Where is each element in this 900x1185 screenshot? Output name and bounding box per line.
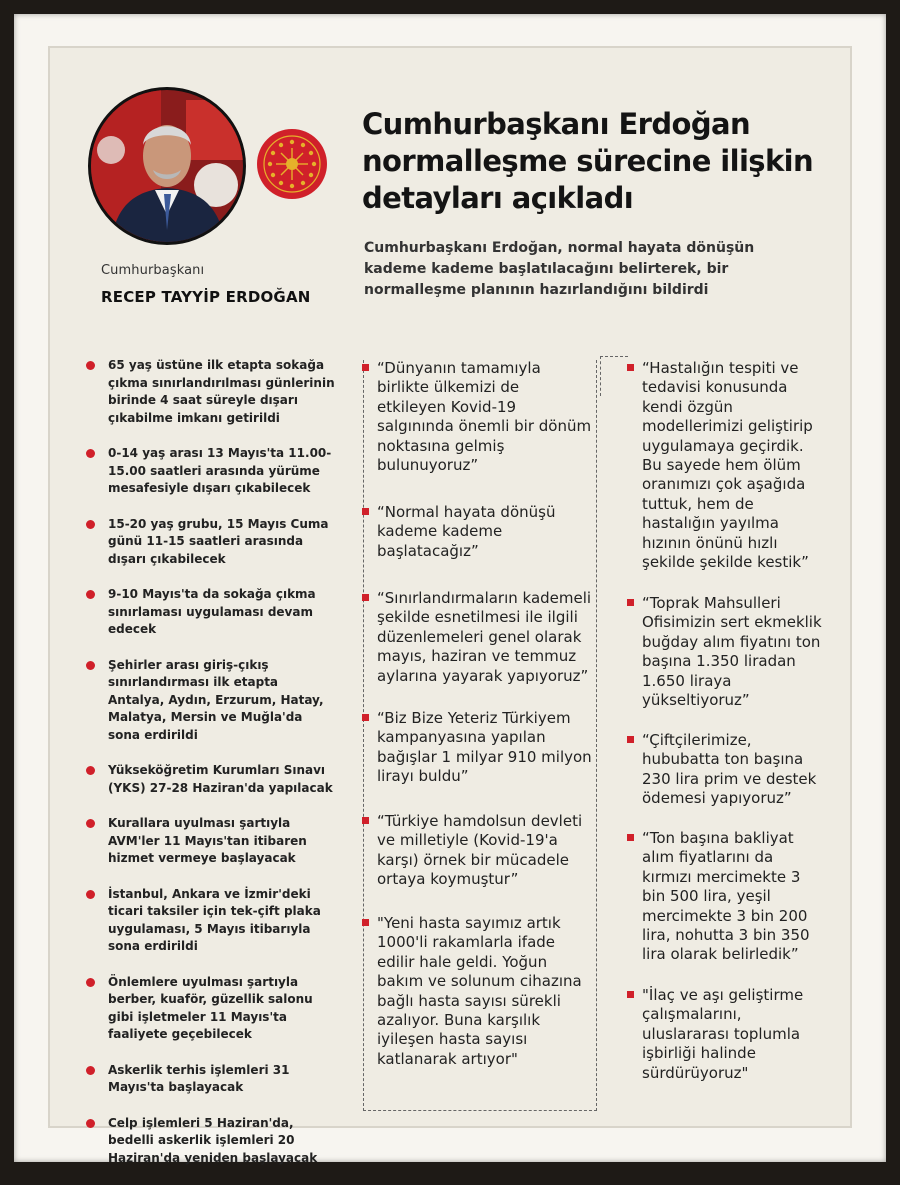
portrait-illustration [91, 90, 243, 242]
quote-marker-icon [627, 991, 634, 998]
bullet-icon [86, 890, 95, 899]
list-item: Celp işlemleri 5 Haziran'da, bedelli askerlik işlemleri 20 Haziran'da yeniden başlayacak [86, 1115, 336, 1168]
quote-item: “Çiftçilerimize, hububatta ton başına 230 lira prim ve destek ödemesi yapıyoruz” [642, 731, 822, 809]
list-item: Kurallara uyulması şartıyla AVM'ler 11 Mayıs'tan itibaren hizmet vermeye başlayacak [86, 815, 336, 868]
list-item: Önlemlere uyulması şartıyla berber, kuaför, güzellik salonu gibi işletmeler 11 Mayıs'ta faaliyete geçebilecek [86, 974, 336, 1044]
person-name: RECEP TAYYİP ERDOĞAN [101, 288, 311, 306]
quotes-column-3-connector [600, 356, 601, 396]
bullet-icon [86, 1119, 95, 1128]
quotes-column-3-border [600, 356, 628, 357]
subheadline: Cumhurbaşkanı Erdoğan, normal hayata dönüşün kademe kademe başlatılacağını belirterek, bir normalleşme planının hazırlandığını bildirdi [364, 240, 755, 298]
quote-marker-icon [627, 364, 634, 371]
presidential-seal-icon [256, 128, 328, 200]
quote-marker-icon [362, 508, 369, 515]
quote-marker-icon [362, 364, 369, 371]
quote-item: "İlaç ve aşı geliştirme çalışmalarını, uluslararası toplumla işbirliği halinde sürdürüyoruz" [642, 986, 822, 1083]
quote-item: “Biz Bize Yeteriz Türkiyem kampanyasına yapılan bağışlar 1 milyar 910 milyon lirayı buldu” [377, 709, 592, 787]
quote-marker-icon [627, 599, 634, 606]
list-item: 0-14 yaş arası 13 Mayıs'ta 11.00-15.00 saatleri arasında yürüme mesafesiyle dışarı çıkabilecek [86, 445, 336, 498]
list-item: 65 yaş üstüne ilk etapta sokağa çıkma sınırlandırılması günlerinin birinde 4 saat süreyle dışarı çıkabilme imkanı getirildi [86, 357, 336, 427]
bullet-icon [86, 590, 95, 599]
bullet-icon [86, 361, 95, 370]
bullet-icon [86, 819, 95, 828]
list-item: İstanbul, Ankara ve İzmir'deki ticari taksiler için tek-çift plaka uygulaması, 5 Mayıs itibarıyla sona erdirildi [86, 886, 336, 956]
quote-item: “Normal hayata dönüşü kademe kademe başlatacağız” [377, 503, 592, 561]
headline: Cumhurbaşkanı Erdoğan normalleşme sürecine ilişkin detayları açıkladı [362, 107, 814, 215]
bullet-icon [86, 1066, 95, 1075]
bullet-icon [86, 661, 95, 670]
person-role: Cumhurbaşkanı [101, 263, 205, 278]
list-item: Yükseköğretim Kurumları Sınavı (YKS) 27-28 Haziran'da yapılacak [86, 762, 336, 797]
quote-item: “Sınırlandırmaların kademeli şekilde esnetilmesi ile ilgili düzenlemeleri genel olarak mayıs, haziran ve temmuz aylarına yayarak yapıyoruz” [377, 589, 592, 686]
quote-item: “Dünyanın tamamıyla birlikte ülkemizi de etkileyen Kovid-19 salgınında önemli bir dönüm noktasına gelmiş bulunuyoruz” [377, 359, 592, 475]
bullet-icon [86, 449, 95, 458]
quote-marker-icon [362, 714, 369, 721]
quote-item: “Ton başına bakliyat alım fiyatlarını da kırmızı mercimekte 3 bin 500 lira, yeşil mercimekte 3 bin 200 lira, nohutta 3 bin 350 lira olarak belirledik” [642, 829, 822, 965]
quote-item: “Hastalığın tespiti ve tedavisi konusunda kendi özgün modellerimizi geliştirip uygulamaya geçirdik. Bu sayede hem ölüm oranımızı çok aşağıda tuttuk, hem de hastalığın yayılma hızının önünü hızlı şekilde şekilde kestik” [642, 359, 822, 572]
quote-item: "Yeni hasta sayımız artık 1000'li rakamlarla ifade edilir hale geldi. Yoğun bakım ve solunum cihazına bağlı hasta sayısı sürekli azalıyor. Buna karşılık iyileşen hasta sayısı katlanarak artıyor" [377, 914, 592, 1069]
quote-marker-icon [362, 817, 369, 824]
portrait-photo [88, 87, 246, 245]
measures-list [86, 357, 336, 1185]
quote-item: “Türkiye hamdolsun devleti ve milletiyle (Kovid-19'a karşı) örnek bir mücadele ortaya koymuştur” [377, 812, 592, 890]
quote-marker-icon [362, 594, 369, 601]
quote-marker-icon [627, 736, 634, 743]
list-item: 15-20 yaş grubu, 15 Mayıs Cuma günü 11-15 saatleri arasında dışarı çıkabilecek [86, 516, 336, 569]
list-item: 9-10 Mayıs'ta da sokağa çıkma sınırlaması uygulaması devam edecek [86, 586, 336, 639]
bullet-icon [86, 978, 95, 987]
quote-marker-icon [627, 834, 634, 841]
bullet-icon [86, 766, 95, 775]
quote-item: “Toprak Mahsulleri Ofisimizin sert ekmeklik buğday alım fiyatını ton başına 1.350 liradan 1.650 liraya yükseltiyoruz” [642, 594, 822, 710]
quote-marker-icon [362, 919, 369, 926]
bullet-icon [86, 520, 95, 529]
list-item: Şehirler arası giriş-çıkış sınırlandırması ilk etapta Antalya, Aydın, Erzurum, Hatay, Malatya, Mersin ve Muğla'da sona erdirildi [86, 657, 336, 745]
list-item: Askerlik terhis işlemleri 31 Mayıs'ta başlayacak [86, 1062, 336, 1097]
